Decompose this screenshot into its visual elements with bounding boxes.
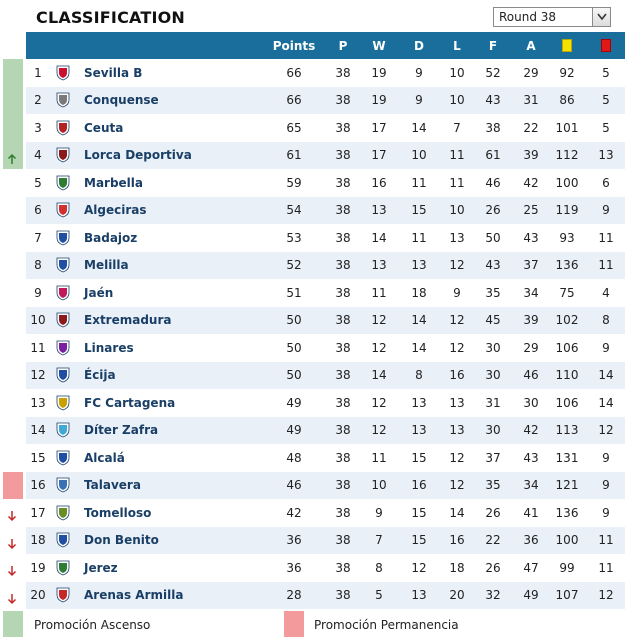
goals-against-value: 36 [523, 533, 539, 548]
points-value: 36 [286, 533, 302, 548]
yellow-cards-value: 92 [559, 65, 575, 80]
team-name[interactable]: Badajoz [84, 230, 138, 245]
lost-value: 11 [449, 175, 465, 190]
round-select[interactable] [493, 7, 611, 27]
red-cards-value: 14 [598, 395, 614, 410]
team-name[interactable]: Extremadura [84, 313, 172, 328]
team-crest-icon [54, 114, 72, 142]
drawn-value: 15 [411, 203, 427, 218]
yellow-cards-value: 136 [555, 505, 579, 520]
drawn-value: 16 [411, 478, 427, 493]
team-name[interactable]: Algeciras [84, 203, 147, 218]
page-title: CLASSIFICATION [36, 8, 186, 27]
played-value: 38 [335, 588, 351, 603]
won-value: 12 [371, 313, 387, 328]
won-value: 10 [371, 478, 387, 493]
goals-against-value: 29 [523, 340, 539, 355]
lost-value: 12 [449, 478, 465, 493]
lost-value: 16 [449, 533, 465, 548]
team-crest-icon [54, 87, 72, 115]
team-crest-icon [54, 472, 72, 500]
table-row[interactable] [26, 417, 625, 445]
red-cards-value: 4 [602, 285, 610, 300]
lost-value: 18 [449, 560, 465, 575]
team-crest-icon [54, 527, 72, 555]
goals-for-value: 32 [485, 588, 501, 603]
goals-for-value: 31 [485, 395, 501, 410]
points-value: 65 [286, 120, 302, 135]
arrow-down-icon [6, 507, 18, 519]
points-value: 50 [286, 313, 302, 328]
lost-value: 10 [449, 203, 465, 218]
table-row[interactable] [26, 87, 625, 115]
team-crest-icon [54, 444, 72, 472]
goals-for-value: 30 [485, 368, 501, 383]
drawn-value: 15 [411, 505, 427, 520]
won-value: 8 [375, 560, 383, 575]
yellow-cards-value: 93 [559, 230, 575, 245]
points-value: 51 [286, 285, 302, 300]
team-name[interactable]: Écija [84, 368, 116, 383]
points-value: 48 [286, 450, 302, 465]
table-row[interactable] [26, 389, 625, 417]
played-value: 38 [335, 505, 351, 520]
points-value: 28 [286, 588, 302, 603]
team-crest-icon [54, 307, 72, 335]
played-value: 38 [335, 175, 351, 190]
yellow-cards-value: 99 [559, 560, 575, 575]
drawn-value: 14 [411, 340, 427, 355]
goals-against-value: 39 [523, 148, 539, 163]
table-row[interactable] [26, 582, 625, 610]
red-cards-value: 9 [602, 203, 610, 218]
table-row[interactable] [26, 279, 625, 307]
arrow-down-icon [6, 535, 18, 547]
header-played[interactable]: P [338, 38, 348, 53]
yellow-cards-value: 107 [555, 588, 579, 603]
goals-against-value: 29 [523, 65, 539, 80]
team-crest-icon [54, 169, 72, 197]
yellow-cards-value: 112 [555, 148, 579, 163]
won-value: 19 [371, 93, 387, 108]
red-cards-value: 11 [598, 258, 614, 273]
goals-for-value: 50 [485, 230, 501, 245]
round-select-value: Round 38 [499, 10, 557, 24]
legend-promotion-label: Promoción Ascenso [34, 618, 151, 632]
won-value: 12 [371, 340, 387, 355]
goals-for-value: 43 [485, 93, 501, 108]
goals-against-value: 41 [523, 505, 539, 520]
points-value: 42 [286, 505, 302, 520]
played-value: 38 [335, 148, 351, 163]
yellow-cards-value: 75 [559, 285, 575, 300]
team-crest-icon [54, 142, 72, 170]
goals-against-value: 46 [523, 368, 539, 383]
yellow-cards-value: 100 [555, 533, 579, 548]
yellow-cards-value: 106 [555, 340, 579, 355]
team-name[interactable]: Lorca Deportiva [84, 148, 192, 163]
points-value: 50 [286, 368, 302, 383]
position: 10 [30, 313, 46, 328]
goals-against-value: 49 [523, 588, 539, 603]
table-row[interactable] [26, 527, 625, 555]
arrow-down-icon [6, 590, 18, 602]
table-header [26, 32, 625, 59]
red-cards-value: 5 [602, 93, 610, 108]
table-row[interactable] [26, 59, 625, 87]
goals-for-value: 45 [485, 313, 501, 328]
played-value: 38 [335, 65, 351, 80]
played-value: 38 [335, 285, 351, 300]
team-crest-icon [54, 362, 72, 390]
played-value: 38 [335, 230, 351, 245]
header-won[interactable]: W [372, 38, 386, 53]
position: 13 [30, 395, 46, 410]
team-crest-icon [54, 582, 72, 610]
position: 4 [34, 148, 42, 163]
yellow-cards-value: 119 [555, 203, 579, 218]
points-value: 54 [286, 203, 302, 218]
won-value: 9 [375, 505, 383, 520]
lost-value: 11 [449, 148, 465, 163]
yellow-cards-value: 102 [555, 313, 579, 328]
goals-against-value: 22 [523, 120, 539, 135]
yellow-cards-value: 106 [555, 395, 579, 410]
lost-value: 10 [449, 93, 465, 108]
goals-against-value: 37 [523, 258, 539, 273]
goals-against-value: 30 [523, 395, 539, 410]
lost-value: 12 [449, 450, 465, 465]
drawn-value: 14 [411, 120, 427, 135]
position: 9 [34, 285, 42, 300]
yellow-cards-value: 101 [555, 120, 579, 135]
points-value: 52 [286, 258, 302, 273]
goals-against-value: 47 [523, 560, 539, 575]
team-name[interactable]: Linares [84, 340, 134, 355]
points-value: 66 [286, 65, 302, 80]
position: 8 [34, 258, 42, 273]
goals-for-value: 26 [485, 203, 501, 218]
team-name[interactable]: FC Cartagena [84, 395, 176, 410]
table-row[interactable] [26, 334, 625, 362]
position: 14 [30, 423, 46, 438]
played-value: 38 [335, 478, 351, 493]
legend-permanence-swatch [284, 611, 304, 637]
won-value: 14 [371, 368, 387, 383]
red-cards-value: 5 [602, 65, 610, 80]
classification-table [26, 32, 625, 609]
points-value: 46 [286, 478, 302, 493]
points-value: 36 [286, 560, 302, 575]
goals-for-value: 46 [485, 175, 501, 190]
goals-against-value: 42 [523, 423, 539, 438]
lost-value: 20 [449, 588, 465, 603]
team-name[interactable]: Don Benito [84, 533, 159, 548]
lost-value: 7 [453, 120, 461, 135]
won-value: 17 [371, 120, 387, 135]
legend [0, 611, 632, 641]
drawn-value: 13 [411, 423, 427, 438]
goals-against-value: 42 [523, 175, 539, 190]
table-row[interactable] [26, 114, 625, 142]
lost-value: 10 [449, 65, 465, 80]
goals-against-value: 31 [523, 93, 539, 108]
team-crest-icon [54, 59, 72, 87]
yellow-cards-value: 86 [559, 93, 575, 108]
red-cards-value: 9 [602, 450, 610, 465]
team-name[interactable]: Marbella [84, 175, 144, 190]
table-row[interactable] [26, 142, 625, 170]
goals-for-value: 61 [485, 148, 501, 163]
lost-value: 13 [449, 423, 465, 438]
yellow-cards-value: 113 [555, 423, 579, 438]
played-value: 38 [335, 533, 351, 548]
team-name[interactable]: Tomelloso [84, 505, 152, 520]
team-name[interactable]: Melilla [84, 258, 129, 273]
goals-against-value: 34 [523, 285, 539, 300]
position: 2 [34, 93, 42, 108]
drawn-value: 15 [411, 533, 427, 548]
won-value: 12 [371, 395, 387, 410]
goals-for-value: 43 [485, 258, 501, 273]
played-value: 38 [335, 313, 351, 328]
points-value: 53 [286, 230, 302, 245]
points-value: 59 [286, 175, 302, 190]
red-cards-value: 11 [598, 533, 614, 548]
goals-against-value: 43 [523, 450, 539, 465]
legend-promotion-swatch [3, 611, 23, 637]
played-value: 38 [335, 450, 351, 465]
team-name[interactable]: Talavera [84, 478, 141, 493]
position: 6 [34, 203, 42, 218]
played-value: 38 [335, 560, 351, 575]
position: 7 [34, 230, 42, 245]
played-value: 38 [335, 340, 351, 355]
won-value: 5 [375, 588, 383, 603]
lost-value: 13 [449, 395, 465, 410]
red-cards-value: 13 [598, 148, 614, 163]
table-body [26, 59, 625, 609]
drawn-value: 13 [411, 395, 427, 410]
lost-value: 9 [453, 285, 461, 300]
red-cards-value: 9 [602, 478, 610, 493]
drawn-value: 9 [415, 65, 423, 80]
won-value: 11 [371, 450, 387, 465]
red-cards-value: 9 [602, 505, 610, 520]
table-row[interactable] [26, 224, 625, 252]
position: 15 [30, 450, 46, 465]
position: 3 [34, 120, 42, 135]
team-crest-icon [54, 197, 72, 225]
team-name[interactable]: Conquense [84, 93, 159, 108]
arrow-up-icon [6, 150, 18, 162]
team-crest-icon [54, 499, 72, 527]
position: 19 [30, 560, 46, 575]
table-row[interactable] [26, 197, 625, 225]
goals-against-value: 39 [523, 313, 539, 328]
won-value: 13 [371, 258, 387, 273]
played-value: 38 [335, 258, 351, 273]
lost-value: 14 [449, 505, 465, 520]
team-crest-icon [54, 279, 72, 307]
drawn-value: 13 [411, 258, 427, 273]
won-value: 19 [371, 65, 387, 80]
goals-against-value: 43 [523, 230, 539, 245]
lost-value: 12 [449, 258, 465, 273]
red-cards-value: 5 [602, 120, 610, 135]
drawn-value: 11 [411, 230, 427, 245]
red-card-icon [601, 39, 611, 52]
team-name[interactable]: Díter Zafra [84, 423, 159, 438]
goals-for-value: 35 [485, 285, 501, 300]
yellow-cards-value: 131 [555, 450, 579, 465]
position: 18 [30, 533, 46, 548]
team-crest-icon [54, 389, 72, 417]
team-crest-icon [54, 334, 72, 362]
position: 17 [30, 505, 46, 520]
lost-value: 12 [449, 340, 465, 355]
goals-for-value: 26 [485, 560, 501, 575]
table-row[interactable] [26, 472, 625, 500]
won-value: 11 [371, 285, 387, 300]
goals-against-value: 34 [523, 478, 539, 493]
won-value: 17 [371, 148, 387, 163]
header-goals-for[interactable]: F [488, 38, 498, 53]
red-cards-value: 12 [598, 423, 614, 438]
drawn-value: 9 [415, 93, 423, 108]
red-cards-value: 12 [598, 588, 614, 603]
goals-for-value: 52 [485, 65, 501, 80]
yellow-card-icon [562, 39, 572, 52]
goals-for-value: 26 [485, 505, 501, 520]
header-points[interactable]: Points [272, 38, 316, 53]
points-value: 49 [286, 423, 302, 438]
drawn-value: 18 [411, 285, 427, 300]
played-value: 38 [335, 93, 351, 108]
points-value: 61 [286, 148, 302, 163]
header-red-cards[interactable] [591, 32, 621, 59]
table-row[interactable] [26, 444, 625, 472]
arrow-down-icon [6, 562, 18, 574]
team-name[interactable]: Sevilla B [84, 65, 143, 80]
position: 12 [30, 368, 46, 383]
drawn-value: 13 [411, 588, 427, 603]
won-value: 13 [371, 203, 387, 218]
team-name[interactable]: Jerez [84, 560, 118, 575]
goals-for-value: 38 [485, 120, 501, 135]
lost-value: 13 [449, 230, 465, 245]
table-row[interactable] [26, 499, 625, 527]
lost-value: 12 [449, 313, 465, 328]
position: 16 [30, 478, 46, 493]
table-row[interactable] [26, 362, 625, 390]
header-yellow-cards[interactable] [552, 32, 582, 59]
header-goals-against[interactable]: A [526, 38, 536, 53]
won-value: 16 [371, 175, 387, 190]
position: 11 [30, 340, 46, 355]
points-value: 50 [286, 340, 302, 355]
goals-for-value: 37 [485, 450, 501, 465]
drawn-value: 8 [415, 368, 423, 383]
header-drawn[interactable]: D [414, 38, 424, 53]
won-value: 14 [371, 230, 387, 245]
team-crest-icon [54, 554, 72, 582]
red-cards-value: 9 [602, 340, 610, 355]
played-value: 38 [335, 203, 351, 218]
team-crest-icon [54, 224, 72, 252]
goals-for-value: 30 [485, 340, 501, 355]
won-value: 7 [375, 533, 383, 548]
team-crest-icon [54, 417, 72, 445]
team-name[interactable]: Ceuta [84, 120, 124, 135]
team-name[interactable]: Alcalá [84, 450, 125, 465]
table-row[interactable] [26, 554, 625, 582]
played-value: 38 [335, 395, 351, 410]
table-row[interactable] [26, 169, 625, 197]
legend-permanence-label: Promoción Permanencia [314, 618, 459, 632]
position: 5 [34, 175, 42, 190]
drawn-value: 15 [411, 450, 427, 465]
won-value: 12 [371, 423, 387, 438]
position: 1 [34, 65, 42, 80]
red-cards-value: 14 [598, 368, 614, 383]
drawn-value: 11 [411, 175, 427, 190]
yellow-cards-value: 100 [555, 175, 579, 190]
drawn-value: 10 [411, 148, 427, 163]
goals-for-value: 22 [485, 533, 501, 548]
yellow-cards-value: 110 [555, 368, 579, 383]
goals-for-value: 35 [485, 478, 501, 493]
table-row[interactable] [26, 307, 625, 335]
permanence-indicator [3, 472, 23, 500]
yellow-cards-value: 136 [555, 258, 579, 273]
team-name[interactable]: Arenas Armilla [84, 588, 184, 603]
played-value: 38 [335, 423, 351, 438]
drawn-value: 14 [411, 313, 427, 328]
red-cards-value: 8 [602, 313, 610, 328]
chevron-down-icon[interactable] [592, 8, 610, 26]
red-cards-value: 6 [602, 175, 610, 190]
points-value: 49 [286, 395, 302, 410]
drawn-value: 12 [411, 560, 427, 575]
team-crest-icon [54, 252, 72, 280]
goals-against-value: 25 [523, 203, 539, 218]
points-value: 66 [286, 93, 302, 108]
position: 20 [30, 588, 46, 603]
table-row[interactable] [26, 252, 625, 280]
played-value: 38 [335, 120, 351, 135]
red-cards-value: 11 [598, 560, 614, 575]
header-lost[interactable]: L [453, 38, 461, 53]
lost-value: 16 [449, 368, 465, 383]
red-cards-value: 11 [598, 230, 614, 245]
yellow-cards-value: 121 [555, 478, 579, 493]
team-name[interactable]: Jaén [84, 285, 114, 300]
goals-for-value: 30 [485, 423, 501, 438]
played-value: 38 [335, 368, 351, 383]
